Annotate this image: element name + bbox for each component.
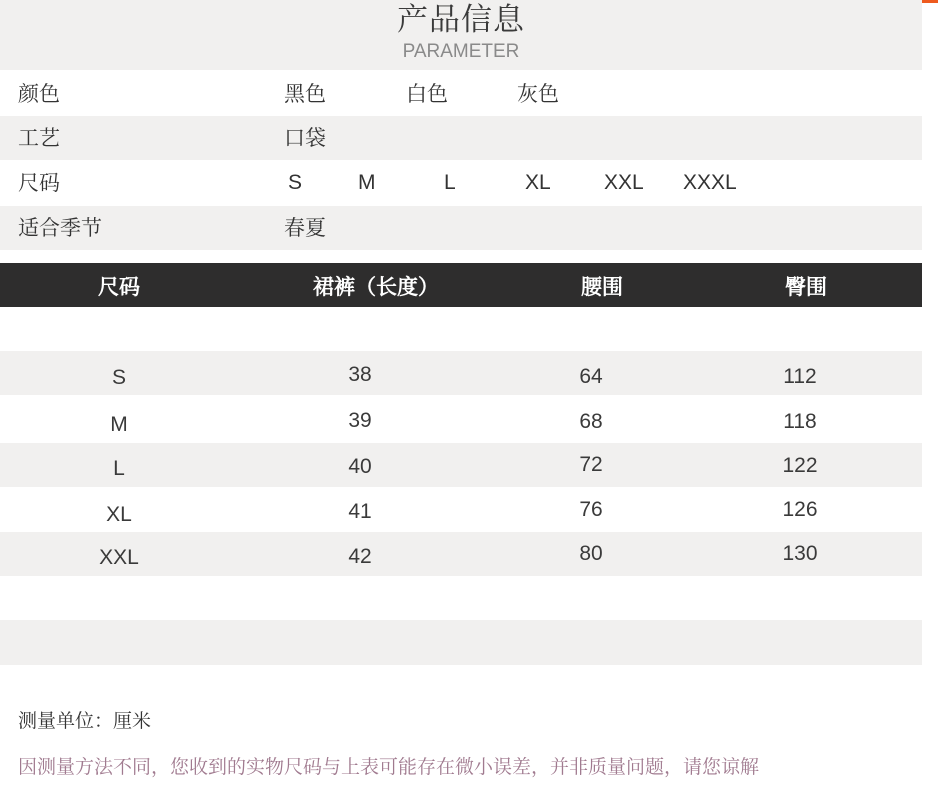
cell-length: 38 — [348, 363, 372, 386]
cell-hip: 126 — [782, 498, 818, 521]
size-option: S — [288, 171, 303, 194]
cell-size: XXL — [99, 546, 139, 569]
column-header-hip: 臀围 — [785, 275, 827, 299]
cell-length: 39 — [348, 409, 372, 432]
column-header-waist: 腰围 — [581, 275, 623, 299]
cell-hip: 130 — [782, 542, 818, 565]
cell-length: 42 — [348, 545, 372, 568]
measurement-unit-note: 测量单位：厘米 — [18, 710, 152, 732]
season-value: 春夏 — [284, 216, 326, 240]
param-row-color — [0, 72, 922, 116]
cell-size: L — [113, 457, 125, 480]
craft-value: 口袋 — [284, 126, 326, 150]
param-label: 尺码 — [18, 171, 60, 195]
cell-size: XL — [106, 503, 132, 526]
param-row-craft — [0, 116, 922, 160]
param-row-size — [0, 161, 922, 205]
color-value: 灰色 — [517, 82, 559, 106]
color-value: 黑色 — [284, 82, 326, 106]
size-option: L — [444, 171, 456, 194]
cell-hip: 118 — [783, 410, 817, 433]
cell-waist: 64 — [579, 365, 603, 388]
cell-hip: 122 — [782, 454, 818, 477]
cell-length: 41 — [348, 500, 372, 523]
size-table-header — [0, 263, 922, 307]
column-header-size: 尺码 — [98, 275, 140, 299]
size-option: XXL — [604, 171, 644, 194]
size-option: XL — [525, 171, 551, 194]
product-info-header — [0, 0, 922, 70]
size-option: M — [358, 171, 376, 194]
param-label: 工艺 — [18, 126, 60, 150]
size-option: XXXL — [683, 171, 737, 194]
param-label: 适合季节 — [18, 216, 102, 240]
section-title: 产品信息 — [397, 2, 525, 38]
cell-size: M — [110, 413, 128, 436]
cell-size: S — [111, 366, 127, 389]
color-value: 白色 — [406, 82, 448, 106]
section-subtitle: PARAMETER — [402, 41, 520, 62]
cell-hip: 112 — [783, 365, 817, 388]
cell-waist: 68 — [579, 410, 603, 433]
cell-length: 40 — [348, 455, 372, 478]
column-header-length: 裙裤（长度） — [313, 275, 439, 299]
cell-waist: 80 — [579, 542, 603, 565]
measurement-disclaimer: 因测量方法不同，您收到的实物尺码与上表可能存在微小误差，并非质量问题，请您谅解 — [18, 756, 760, 778]
cell-waist: 76 — [579, 498, 603, 521]
cell-waist: 72 — [579, 453, 603, 476]
param-row-season — [0, 206, 922, 250]
table-band — [0, 620, 922, 665]
param-label: 颜色 — [18, 82, 60, 106]
